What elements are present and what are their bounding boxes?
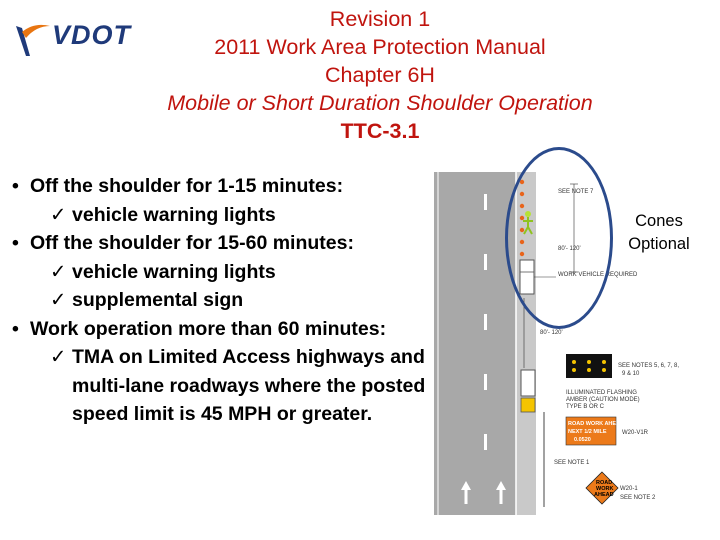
bullet-item	[10, 315, 430, 344]
callout-line-2: Optional	[628, 235, 690, 253]
bullet-item	[10, 229, 430, 258]
title-ttc: TTC-3.1	[340, 119, 420, 143]
checkmark-icon: ✓	[50, 260, 67, 283]
note-7-label: SEE NOTE 7	[558, 189, 594, 195]
shadow-vehicle	[521, 370, 535, 396]
sub-bullet-item	[10, 258, 430, 287]
road-surface	[434, 172, 516, 515]
bullet-dot-icon: •	[12, 317, 19, 340]
bullet-dot-icon: •	[12, 175, 19, 197]
illum-label-3: TYPE B OR C	[566, 404, 605, 410]
notes-label: SEE NOTES 5, 6, 7, 8,	[618, 363, 680, 369]
title-manual: 2011 Work Area Protection Manual	[214, 35, 546, 59]
checkmark-icon: ✓	[50, 289, 67, 311]
diamond-line-1: ROAD	[596, 480, 613, 486]
checkmark-icon: ✓	[50, 203, 67, 226]
sub-bullet-item	[10, 286, 430, 315]
sign-w20-1-label: W20-1	[620, 486, 638, 492]
sub-bullet-text: vehicle warning lights	[72, 260, 276, 283]
sub-bullet-text: TMA on Limited Access highways and multi-lane roadways where the posted speed limit is 45 MPH or greater.	[72, 346, 426, 425]
bullet-text: Off the shoulder for 1-15 minutes:	[30, 175, 344, 197]
note-1-label: SEE NOTE 1	[554, 460, 590, 466]
sub-bullet-text: vehicle warning lights	[72, 203, 276, 226]
dimension-label-2: 80'- 120'	[540, 330, 563, 336]
sign-line-1: ROAD WORK AHEAD	[568, 421, 625, 427]
sub-bullet-item	[10, 343, 430, 429]
notes-label-2: 9 & 10	[622, 371, 640, 377]
sign-line-2: NEXT 1/2 MILE	[568, 429, 607, 435]
sign-code-label: W20-V1R	[622, 430, 649, 436]
illum-label-2: AMBER (CAUTION MODE)	[566, 397, 640, 403]
illum-label-1: ILLUMINATED FLASHING	[566, 390, 637, 396]
sign-line-3: 0.0520	[574, 437, 591, 443]
cones-optional-callout	[614, 210, 704, 256]
arrow-board	[566, 354, 612, 378]
sub-bullet-text: supplemental sign	[72, 289, 244, 311]
bullet-list	[10, 172, 430, 429]
road-work-ahead-sign	[586, 472, 618, 504]
diamond-line-3: AHEAD	[594, 492, 614, 498]
bullet-text: Off the shoulder for 15-60 minutes:	[30, 232, 354, 254]
note-2-label: SEE NOTE 2	[620, 495, 656, 501]
cones-highlight-circle	[505, 147, 613, 329]
bullet-text: Work operation more than 60 minutes:	[30, 317, 387, 340]
bullet-dot-icon: •	[12, 232, 19, 254]
title-revision: Revision 1	[329, 7, 431, 31]
title-chapter: Chapter 6H	[325, 63, 435, 87]
work-vehicle-label: WORK VEHICLE REQUIRED	[558, 272, 638, 278]
callout-line-1: Cones	[635, 212, 683, 230]
logo-text: VDOT	[52, 20, 132, 50]
slide-title	[60, 5, 700, 145]
bullet-item	[10, 172, 430, 201]
diamond-line-2: WORK	[596, 486, 614, 492]
checkmark-icon: ✓	[50, 346, 67, 368]
vdot-swoosh-icon	[12, 20, 52, 60]
title-operation: Mobile or Short Duration Shoulder Operation	[167, 91, 593, 115]
dimension-label-1: 80'- 120'	[558, 246, 581, 252]
sub-bullet-item	[10, 201, 430, 230]
tma-vehicle	[521, 398, 535, 412]
